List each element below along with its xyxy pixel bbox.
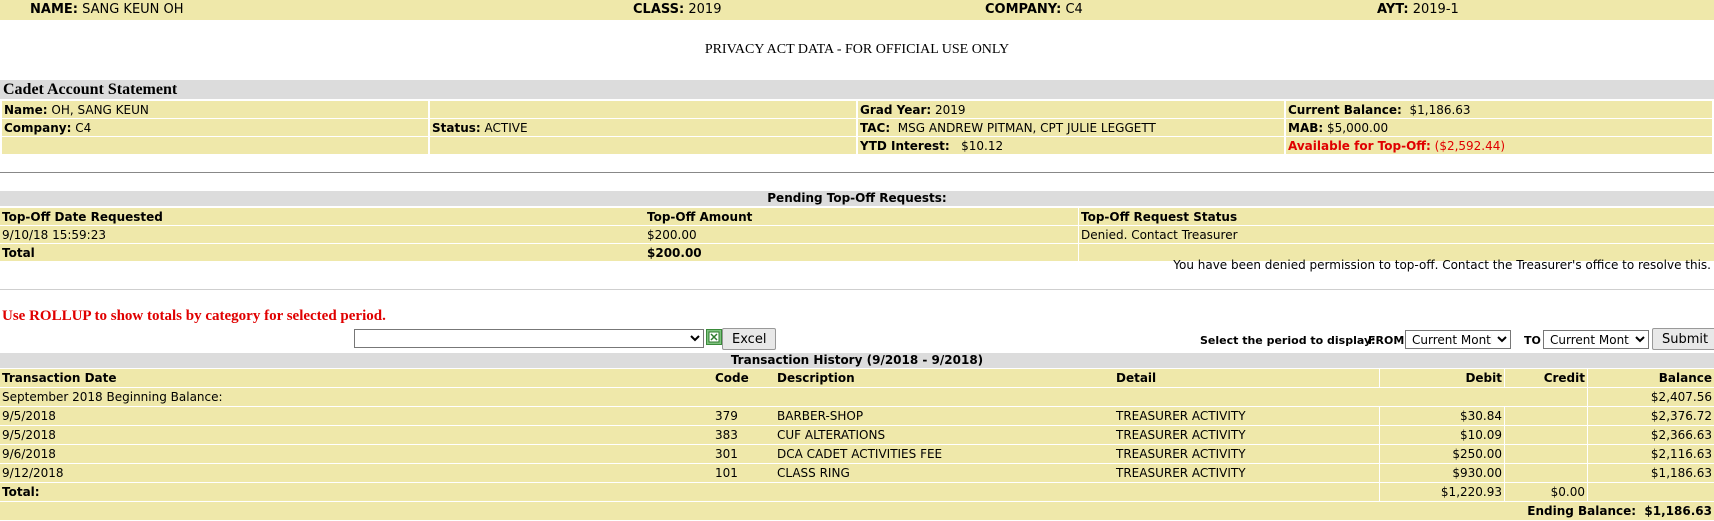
col-header-amount: Top-Off Amount <box>645 208 1078 225</box>
row-code: 379 <box>713 407 775 425</box>
history-total-label: Total: <box>0 483 1379 501</box>
row-balance: $1,186.63 <box>1587 464 1714 482</box>
transaction-history-table <box>0 368 1714 521</box>
ending-balance: Ending Balance: $1,186.63 <box>0 502 1714 520</box>
table-row <box>0 426 1714 444</box>
row-balance: $2,116.63 <box>1587 445 1714 463</box>
col-header-description: Description <box>775 369 1114 387</box>
row-description: CUF ALTERATIONS <box>775 426 1114 444</box>
section-divider <box>0 289 1714 290</box>
empty-cell <box>430 137 856 154</box>
pending-topoff-title: Pending Top-Off Requests: <box>0 191 1714 206</box>
student-name: NAME: SANG KEUN OH <box>30 2 184 17</box>
submit-button[interactable]: Submit <box>1652 328 1714 350</box>
row-debit: $930.00 <box>1379 464 1504 482</box>
from-label: FROM <box>1368 334 1405 347</box>
account-status: Status: ACTIVE <box>430 119 856 136</box>
row-code: 101 <box>713 464 775 482</box>
pending-status: Denied. Contact Treasurer <box>1078 226 1714 243</box>
col-header-code: Code <box>713 369 775 387</box>
row-credit <box>1504 464 1587 482</box>
row-balance: $2,376.72 <box>1587 407 1714 425</box>
row-description: CLASS RING <box>775 464 1114 482</box>
beginning-balance-value: $2,407.56 <box>1587 388 1714 406</box>
table-row <box>0 407 1714 425</box>
to-label: TO <box>1524 334 1541 347</box>
row-credit <box>1504 426 1587 444</box>
account-name: Name: OH, SANG KEUN <box>2 101 428 118</box>
empty-cell <box>430 101 856 118</box>
row-date: 9/12/2018 <box>0 464 713 482</box>
pending-total-value: $200.00 <box>645 244 1078 261</box>
available-topoff: Available for Top-Off: ($2,592.44) <box>1286 137 1712 154</box>
privacy-notice: PRIVACY ACT DATA - FOR OFFICIAL USE ONLY <box>704 42 1010 57</box>
row-date: 9/5/2018 <box>0 407 713 425</box>
pending-amount: $200.00 <box>645 226 1078 243</box>
beginning-balance-label: September 2018 Beginning Balance: <box>0 388 1587 406</box>
col-header-detail: Detail <box>1114 369 1379 387</box>
student-company: COMPANY: C4 <box>985 2 1083 17</box>
row-debit: $250.00 <box>1379 445 1504 463</box>
empty-cell <box>2 137 428 154</box>
table-row <box>0 464 1714 482</box>
excel-icon[interactable] <box>706 329 722 345</box>
section-divider <box>0 172 1714 173</box>
row-description: BARBER-SHOP <box>775 407 1114 425</box>
col-header-credit: Credit <box>1504 369 1587 387</box>
row-credit <box>1504 407 1587 425</box>
pending-date: 9/10/18 15:59:23 <box>0 226 645 243</box>
history-total-debit: $1,220.93 <box>1379 483 1504 501</box>
col-header-date: Top-Off Date Requested <box>0 208 645 225</box>
empty-cell <box>1587 483 1714 501</box>
ytd-interest: YTD Interest: $10.12 <box>858 137 1284 154</box>
transaction-history-title: Transaction History (9/2018 - 9/2018) <box>0 353 1714 368</box>
row-description: DCA CADET ACTIVITIES FEE <box>775 445 1114 463</box>
account-summary-table <box>0 100 1714 155</box>
tac-officers: TAC: MSG ANDREW PITMAN, CPT JULIE LEGGETT <box>858 119 1284 136</box>
account-company: Company: C4 <box>2 119 428 136</box>
row-credit <box>1504 445 1587 463</box>
row-code: 383 <box>713 426 775 444</box>
student-info-bar <box>0 0 1714 20</box>
row-debit: $10.09 <box>1379 426 1504 444</box>
student-class: CLASS: 2019 <box>633 2 722 17</box>
pending-topoff-table <box>0 207 1714 262</box>
denied-message: You have been denied permission to top-off. Contact the Treasurer's office to resolve this. <box>1173 258 1711 272</box>
mab: MAB: $5,000.00 <box>1286 119 1712 136</box>
col-header-debit: Debit <box>1379 369 1504 387</box>
row-code: 301 <box>713 445 775 463</box>
row-detail: TREASURER ACTIVITY <box>1114 464 1379 482</box>
row-detail: TREASURER ACTIVITY <box>1114 445 1379 463</box>
from-period-select[interactable] <box>1405 330 1511 349</box>
row-balance: $2,366.63 <box>1587 426 1714 444</box>
rollup-hint: Use ROLLUP to show totals by category for selected period. <box>2 308 386 324</box>
rollup-select[interactable] <box>354 329 704 348</box>
row-date: 9/6/2018 <box>0 445 713 463</box>
period-label: Select the period to display: <box>1200 334 1376 347</box>
row-detail: TREASURER ACTIVITY <box>1114 426 1379 444</box>
col-header-status: Top-Off Request Status <box>1078 208 1714 225</box>
excel-button[interactable]: Excel <box>722 328 776 350</box>
current-balance: Current Balance: $1,186.63 <box>1286 101 1712 118</box>
col-header-date: Transaction Date <box>0 369 713 387</box>
row-detail: TREASURER ACTIVITY <box>1114 407 1379 425</box>
history-total-credit: $0.00 <box>1504 483 1587 501</box>
col-header-balance: Balance <box>1587 369 1714 387</box>
pending-total-label: Total <box>0 244 645 261</box>
student-ayt: AYT: 2019-1 <box>1377 2 1459 17</box>
row-date: 9/5/2018 <box>0 426 713 444</box>
account-statement-title: Cadet Account Statement <box>0 80 1714 99</box>
row-debit: $30.84 <box>1379 407 1504 425</box>
table-row <box>0 445 1714 463</box>
to-period-select[interactable] <box>1543 330 1649 349</box>
grad-year: Grad Year: 2019 <box>858 101 1284 118</box>
